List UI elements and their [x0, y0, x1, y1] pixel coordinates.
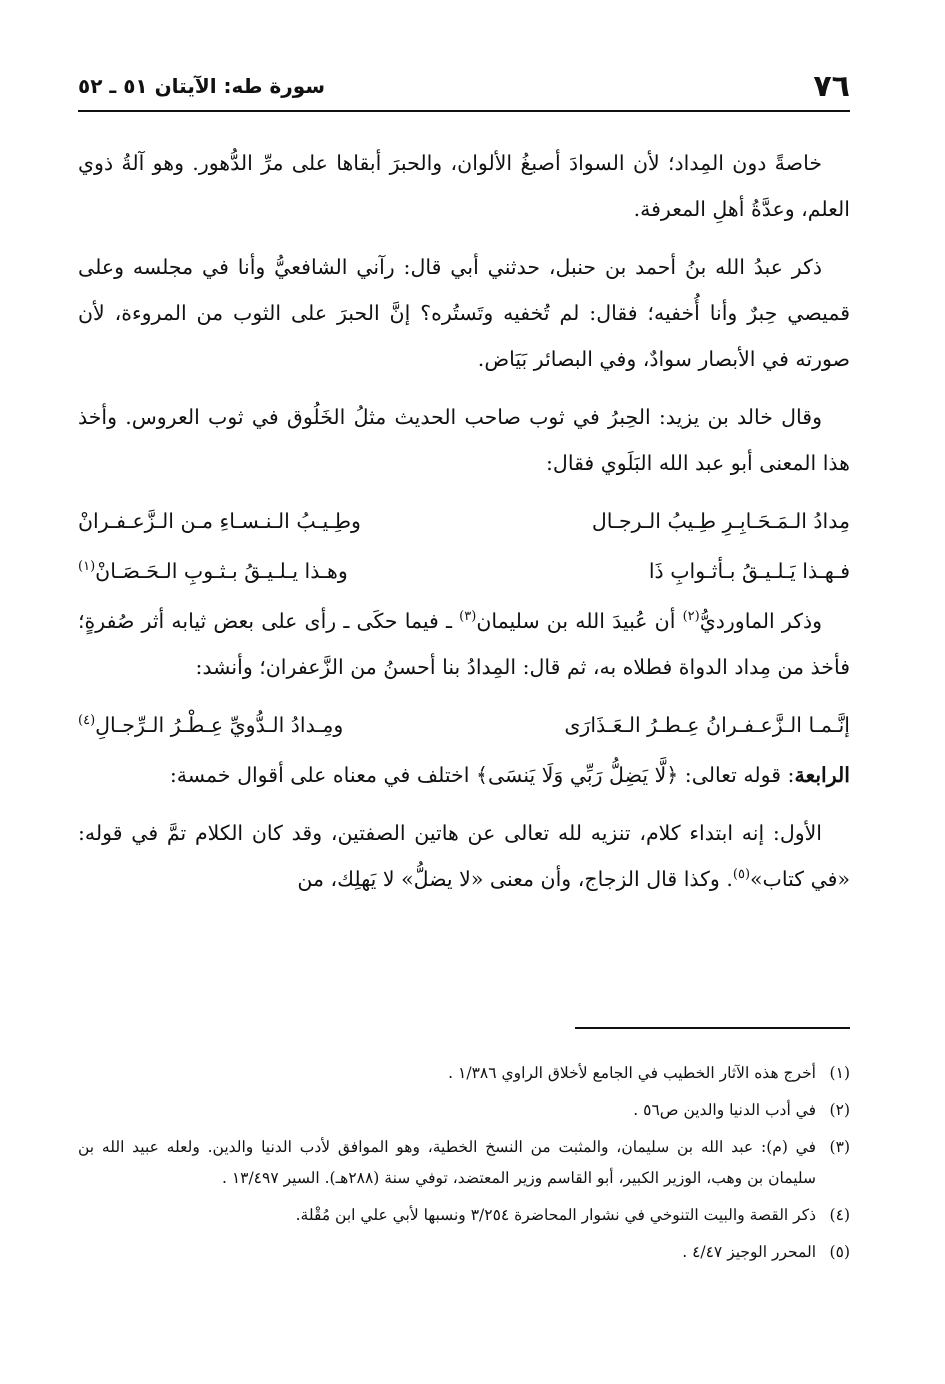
- verse-3-second-text: ومِـدادُ الـدُّويِّ عِـطْـرُ الـرِّجـالِ: [95, 713, 344, 737]
- footnote-ref-3: (٣): [459, 609, 477, 625]
- section-label-fourth: الرابعة: [794, 763, 850, 787]
- paragraph-6-part-a: الأول: إنه ابتداء كلام، تنزيه لله تعالى عن هاتين الصفتين، وقد كان الكلام تمَّ في قوله: «في كتاب»: [78, 821, 850, 891]
- paragraph-4-part-b: أن عُبيدَ الله بن سليمان: [476, 609, 683, 633]
- footnote-text: في (م): عبد الله بن سليمان، والمثبت من النسخ الخطية، وهو الموافق لأدب الدنيا والدين. ولعله عبيد الله بن سليمان بن وهب، الوزير الكبير، أبو القاسم وزير المعتضد، توفي سنة (٢٨٨هـ). السير ١٣/٤٩٧ .: [78, 1138, 816, 1187]
- footnote-text: أخرج هذه الآثار الخطيب في الجامع لأخلاق الراوي ١/٣٨٦ .: [448, 1064, 816, 1082]
- main-text: [78, 140, 850, 914]
- footnote: [78, 1237, 850, 1268]
- footnote-text: في أدب الدنيا والدين ص٥٦ .: [633, 1101, 816, 1119]
- footnote-number: (٥): [829, 1243, 850, 1261]
- verse-3-first-hemistich: إنَّـمـا الـزَّعـفـرانُ عِـطـرُ الـعَـذَارَى: [564, 713, 850, 737]
- footnote-number: (١): [829, 1064, 850, 1082]
- verse-1-first-hemistich: مِدادُ الـمَـحَـابِـرِ طِـيبُ الـرجـال: [591, 509, 850, 533]
- footnote: [78, 1058, 850, 1089]
- page-header: [78, 66, 850, 106]
- paragraph-4-part-c: ـ فيما حكَى ـ رأى على بعض ثيابه أثر صُفرةٍ؛ فأخذ من مِداد الدواة فطلاه به، ثم قال: المِدادُ بنا أحسنُ من الزَّعفران؛ وأنشد:: [78, 609, 850, 679]
- running-title: سورة طه: الآيتان ٥١ ـ ٥٢: [78, 74, 325, 98]
- footnote-text: ذكر القصة والبيت التنوخي في نشوار المحاضرة ٣/٢٥٤ ونسبها لأبي علي ابن مُقْلة.: [295, 1206, 816, 1224]
- paragraph-6-part-b: . وكذا قال الزجاج، وأن معنى «لا يضلُّ» لا يَهلِك، من: [297, 867, 733, 891]
- paragraph-4-part-a: وذكر الماورديُّ: [699, 609, 822, 633]
- footnote: [78, 1095, 850, 1126]
- verse-2-second-hemistich: وهـذا يـلـيـقُ بـثـوبِ الـحَـصَـانْ(١): [78, 548, 449, 594]
- paragraph-5-text: : قوله تعالى: ﴿لَّا يَضِلُّ رَبِّي وَلَا يَنسَى﴾ اختلف في معناه على أقوال خمسة:: [169, 763, 795, 787]
- paragraph-5: [78, 752, 850, 798]
- paragraph-4: [78, 598, 850, 690]
- header-rule: [78, 110, 850, 112]
- verse-3-second-hemistich: ومِـدادُ الـدُّويِّ عِـطْـرُ الـرِّجـالِ(٤): [78, 702, 449, 748]
- verse-2-first-hemistich: فـهـذا يَـلـيـقُ بـأثـوابِ ذَا: [648, 559, 850, 583]
- footnote-ref-2: (٢): [682, 609, 700, 625]
- verse-1-second-hemistich: وطِـيـبُ الـنـسـاءِ مـن الـزَّعـفـرانْ: [78, 509, 361, 533]
- footnote: [78, 1200, 850, 1231]
- footnote: [78, 1132, 850, 1194]
- paragraph-3: وقال خالد بن يزيد: الحِبرُ في ثوب صاحب الحديث مثلُ الخَلُوق في ثوب العروس. وأخذ هذا المعنى أبو عبد الله البَلَوي فقال:: [78, 405, 850, 475]
- footnote-text: المحرر الوجيز ٤/٤٧ .: [682, 1243, 816, 1261]
- paragraph-2: ذكر عبدُ الله بنُ أحمد بن حنبل، حدثني أبي قال: رآني الشافعيُّ وأنا في مجلسه وعلى قميصي حِبرٌ وأنا أُخفيه؛ فقال: لم تُخفيه وتَستُره؟ إنَّ الحبرَ على الثوب من المروءة، لأن صورته في الأبصار سوادٌ، وفي البصائر بَيَاض.: [78, 255, 850, 371]
- paragraph-6: [78, 810, 850, 902]
- footnote-ref-5: (٥): [732, 867, 751, 883]
- footnotes: [78, 1058, 850, 1274]
- paragraph-1: خاصةً دون المِداد؛ لأن السوادَ أصبغُ الألوان، والحبرَ أبقاها على مرِّ الدُّهور. وهو آلةُ ذوي العلم، وعدَّةُ أهلِ المعرفة.: [78, 151, 850, 221]
- footnote-number: (٤): [829, 1206, 850, 1224]
- page-number: ٧٦: [813, 68, 850, 104]
- footnote-number: (٢): [829, 1101, 850, 1119]
- poem-verse-2: [78, 548, 850, 594]
- poem-verse-3: [78, 702, 850, 748]
- poem-verse-1: [78, 498, 850, 544]
- footnote-separator: [575, 1027, 850, 1029]
- footnote-number: (٣): [829, 1138, 850, 1156]
- verse-2-second-text: وهـذا يـلـيـقُ بـثـوبِ الـحَـصَـانْ: [95, 559, 348, 583]
